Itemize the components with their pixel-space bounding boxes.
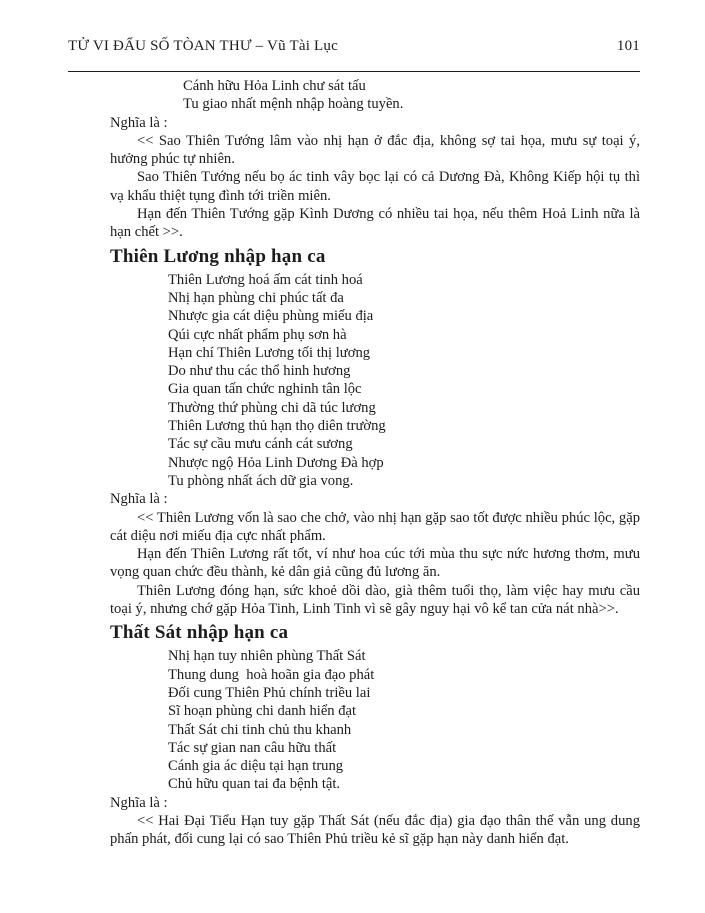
- verse-block: [168, 271, 640, 491]
- verse-line: Tu phòng nhất ách dữ gia vong.: [168, 472, 354, 489]
- verse-line: Tu giao nhất mệnh nhập hoàng tuyền.: [183, 96, 404, 113]
- verse-line: Thiên Lương thủ hạn thọ diên trường: [168, 418, 386, 435]
- header-title: TỬ VI ĐẨU SỐ TÒAN THƯ – Vũ Tài Lục: [68, 38, 338, 54]
- verse-line: Do như thu các thổ hinh hương: [168, 363, 351, 380]
- paragraph: << Sao Thiên Tướng lâm vào nhị hạn ở đắc địa, không sợ tai họa, mưu sự toại ý, hưởng phúc tự nhiên.: [110, 132, 640, 168]
- verse-line: Sĩ hoạn phùng chi danh hiển đạt: [168, 703, 357, 720]
- verse-line: Thất Sát chi tinh chủ thu khanh: [168, 721, 352, 738]
- verse-line: Đối cung Thiên Phủ chính triều lai: [168, 684, 371, 701]
- paragraph: Hạn đến Thiên Lương rất tốt, ví như hoa cúc tới mùa thu sực nức hương thơm, mưu vọng quan chức đều thành, kẻ dân giả cũng đủ lương ăn.: [110, 546, 640, 581]
- verse-line: Nhị hạn phùng chi phúc tất đa: [168, 289, 344, 306]
- verse-line: Hạn chí Thiên Lương tối thị lương: [168, 344, 371, 361]
- page-number: 101: [616, 38, 640, 54]
- verse-line: Tác sự gian nan câu hữu thất: [168, 739, 337, 756]
- paragraph: Sao Thiên Tướng nếu bọ ác tinh vây bọc lại có cả Dương Đà, Không Kiếp hội tụ thì vạ khẩu thiệt tụng đình tới triền miên.: [110, 169, 640, 204]
- meaning-label: Nghĩa là :: [110, 491, 168, 508]
- verse-line: Nhị hạn tuy nhiên phùng Thất Sát: [168, 648, 366, 665]
- verse-line: Thung dung hoà hoãn gia đạo phát: [168, 666, 375, 683]
- paragraph: << Thiên Lương vốn là sao che chở, vào nhị hạn gặp sao tốt được nhiều phúc lộc, gặp cát diệu nơi miếu địa cực nhất phẩm.: [110, 509, 640, 544]
- verse-line: Nhược gia cát diệu phùng miếu địa: [168, 308, 374, 325]
- verse-block: [168, 647, 640, 793]
- page-body: [110, 77, 640, 849]
- verse-block: [183, 77, 640, 114]
- verse-line: Qúi cực nhất phẩm phụ sơn hà: [168, 326, 347, 343]
- verse-line: Gia quan tấn chức nghinh tân lộc: [168, 381, 362, 398]
- verse-line: Nhược ngộ Hỏa Linh Dương Đà hợp: [168, 454, 384, 471]
- paragraph: << Hai Đại Tiểu Hạn tuy gặp Thất Sát (nếu đắc địa) gia đạo thân thế vẫn ung dung phấn phát, đối cung lại có sao Thiên Phủ triều kẻ sĩ gặp hạn này danh hiển đạt.: [110, 812, 640, 848]
- verse-line: Thường thứ phùng chi dã túc lương: [168, 399, 376, 416]
- verse-line: Cánh hữu Hỏa Linh chư sát tấu: [183, 78, 366, 94]
- paragraph: Hạn đến Thiên Tướng gặp Kình Dương có nhiều tai họa, nếu thêm Hoả Linh nữa là hạn chết >>.: [110, 206, 640, 241]
- meaning-label: Nghĩa là :: [110, 114, 168, 131]
- verse-line: Cánh gia ác diệu tại hạn trung: [168, 758, 344, 775]
- meaning-label: Nghĩa là :: [110, 794, 168, 811]
- verse-line: Tác sự cầu mưu cánh cát sương: [168, 436, 353, 453]
- section-heading: Thất Sát nhập hạn ca: [110, 622, 289, 644]
- section-heading: Thiên Lương nhập hạn ca: [110, 245, 326, 267]
- page-header: [68, 38, 640, 55]
- header-rule: [68, 71, 640, 72]
- paragraph: Thiên Lương đóng hạn, sức khoẻ dồi dào, già thêm tuổi thọ, làm việc hay mưu cầu toại ý, nhưng chớ gặp Hỏa Tinh, Linh Tinh vì sẽ gây nguy hại vô kể tan cửa nát nhà>>.: [110, 582, 640, 618]
- verse-line: Chủ hữu quan tai đa bệnh tật.: [168, 776, 341, 793]
- verse-line: Thiên Lương hoá ấm cát tinh hoá: [168, 271, 363, 288]
